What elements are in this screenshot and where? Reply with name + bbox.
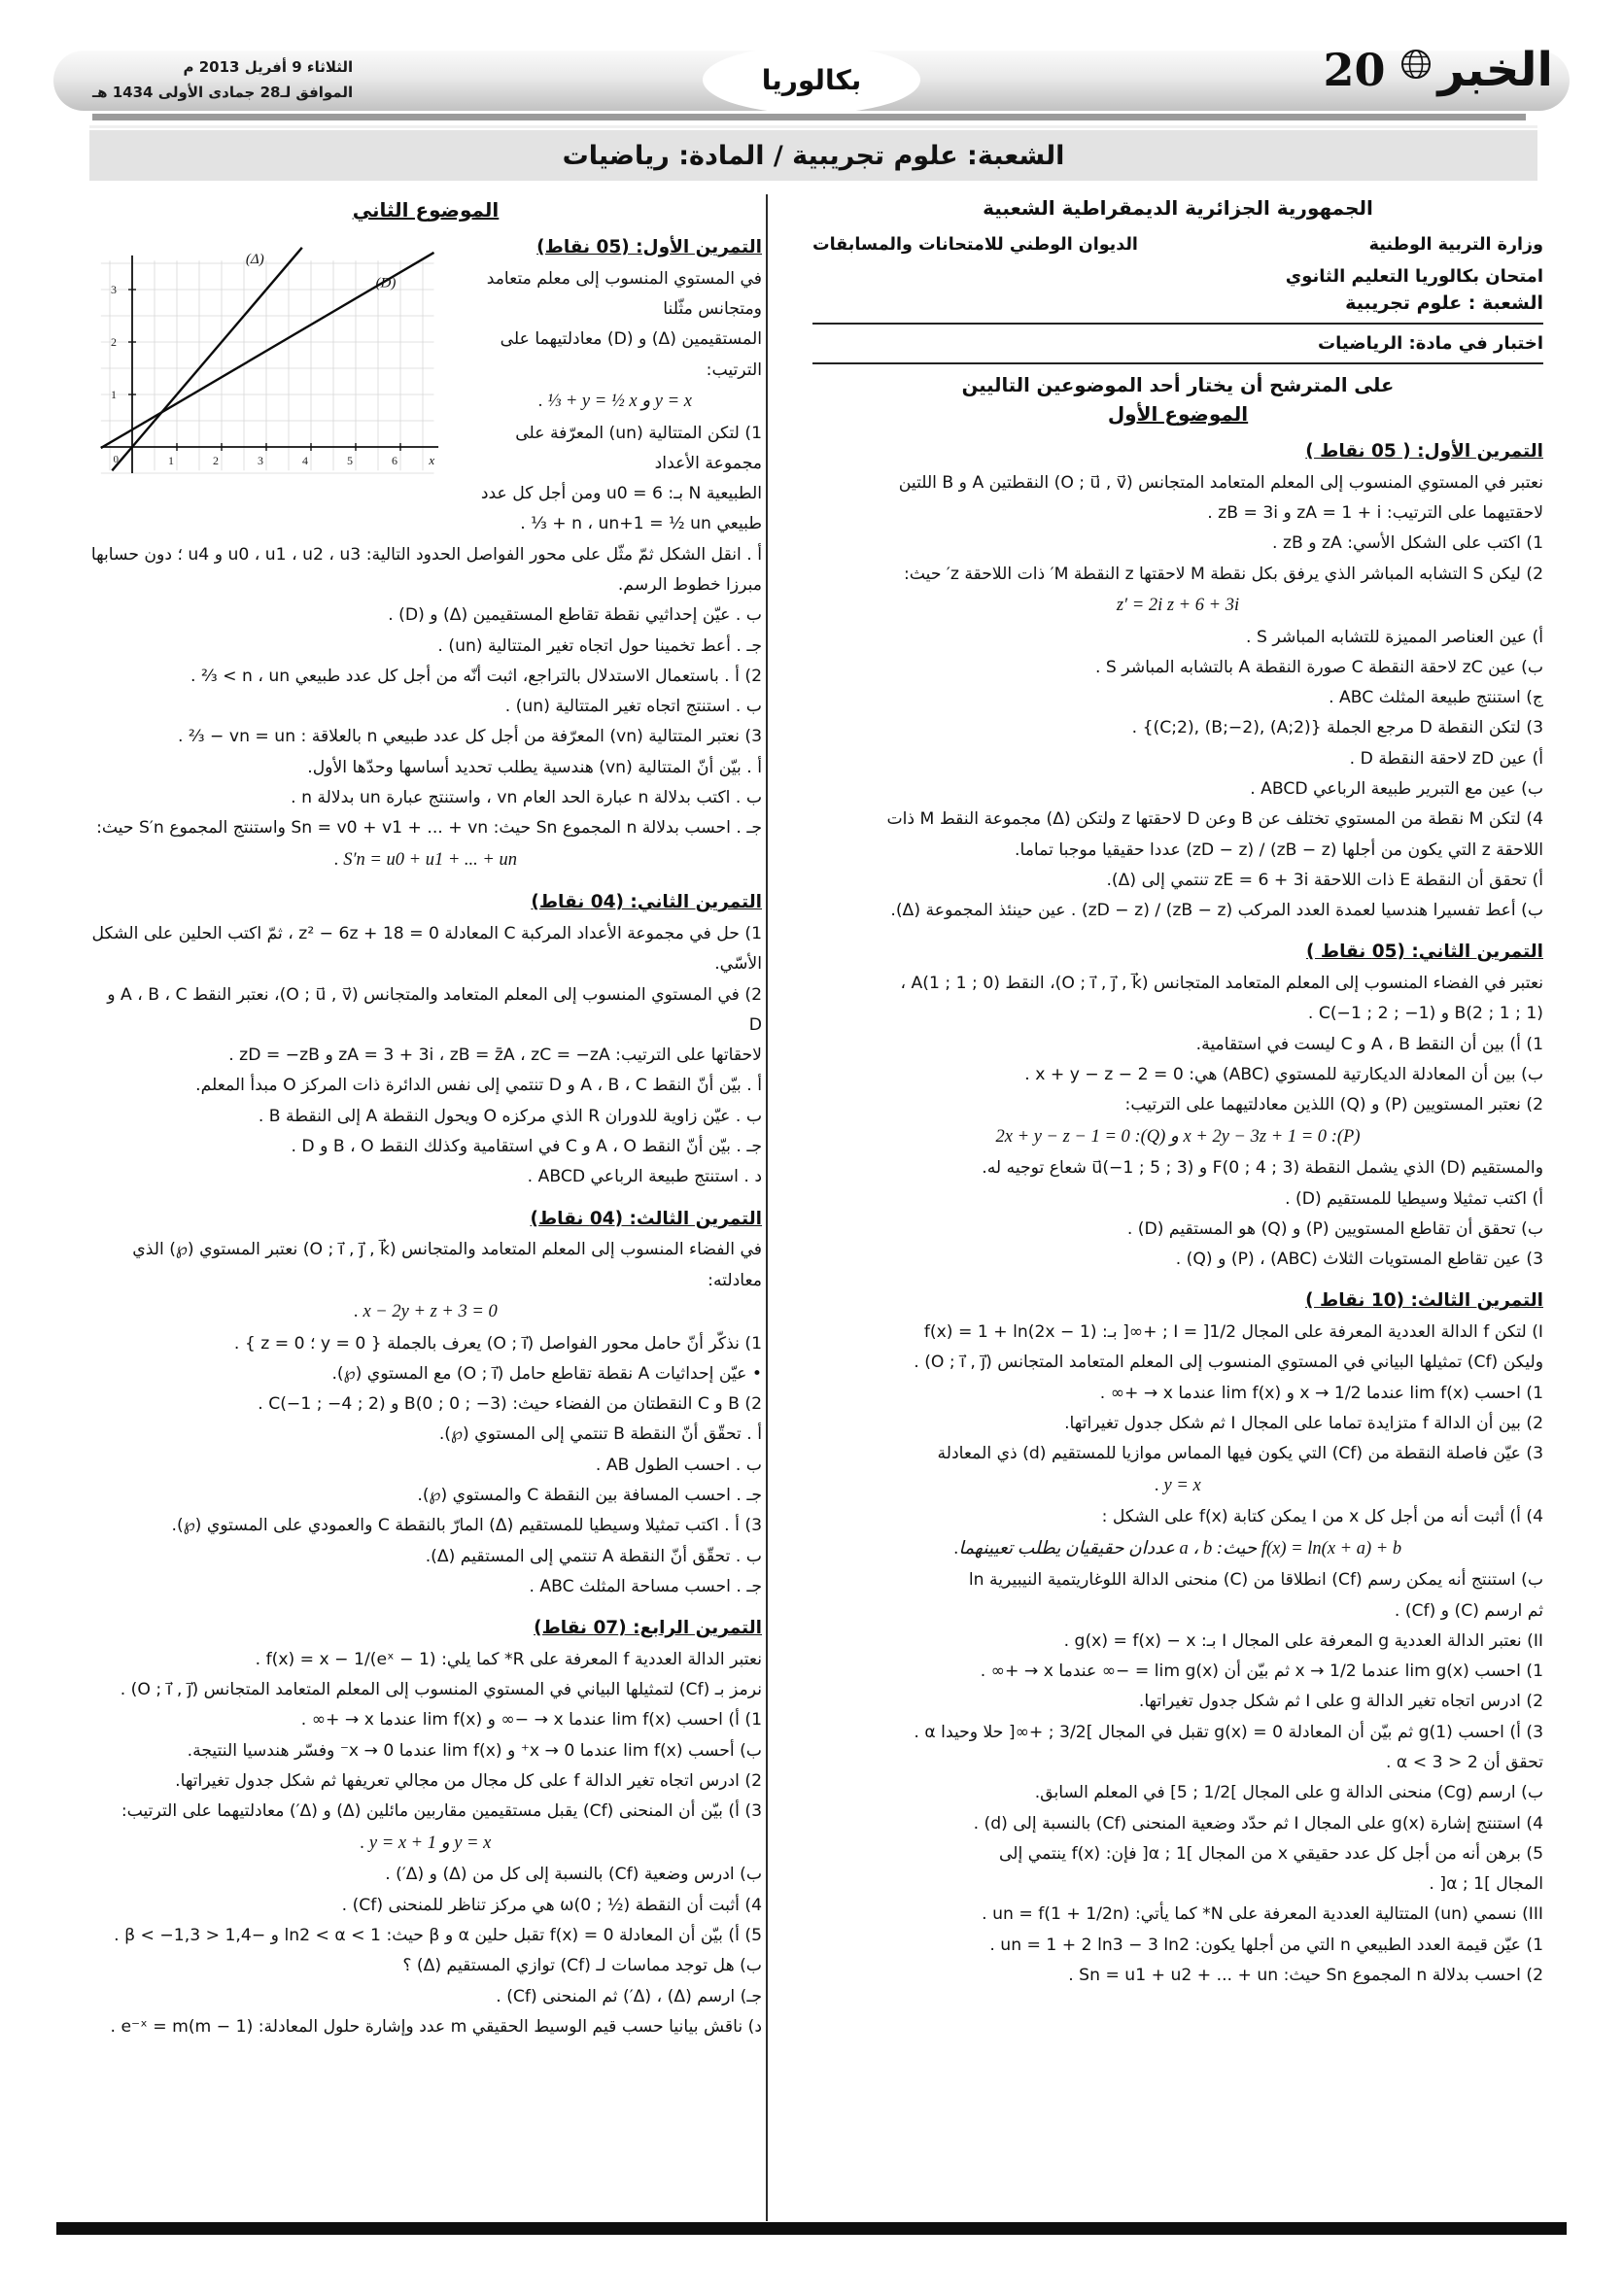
text-line: أ) عين العناصر المميزة للتشابه المباشر S . <box>1246 627 1543 647</box>
text-line: 3) أ . اكتب تمثيلا وسيطيا للمستقيم (Δ) المارّ بالنقطة C والعمودي على المستوي (℘). <box>171 1516 762 1536</box>
text-line: في الفضاء المنسوب إلى المعلم المتعامد والمتجانس (O ; i⃗ , j⃗ , k⃗) نعتبر المستوي (℘) الذي معادلته: <box>132 1240 762 1290</box>
text-line: 3) لتكن النقطة D مرجع الجملة {(A;2) ,(B;−2) ,(C;2)} . <box>1131 718 1543 738</box>
text-line: 2) ليكن S التشابه المباشر الذي يرفق بكل نقطة M لاحقتها z النقطة M′ ذات اللاحقة z′ حيث: <box>903 564 1543 584</box>
svg-text:3: 3 <box>111 283 117 296</box>
text-line: 1) أ) بين أن النقط A ، B و C ليست في استقامية. <box>1195 1034 1543 1054</box>
exercise-heading: التمرين الثالث: (04 نقاط) <box>530 1208 762 1229</box>
text-line: 4) لتكن M نقطة من المستوي تختلف عن B وعن D لاحقتها z ولتكن (Δ) مجموعة النقط M ذات <box>886 809 1543 830</box>
text-line: في المستوي المنسوب إلى معلم متعامد ومتجانس مثّلنا <box>486 268 762 319</box>
text-line: 4) استنتج إشارة g(x) على المجال I ثم حدّد وضعية المنحنى (Cf) بالنسبة إلى (d) . <box>973 1813 1543 1833</box>
sequence-graph-box <box>89 231 457 518</box>
header-strip <box>89 125 1537 128</box>
svg-text:1: 1 <box>168 454 174 467</box>
text-line: أ . بيّن أنّ المتتالية (vn) هندسية يطلب تحديد أساسها وحدّها الأول. <box>307 757 762 777</box>
text-line: ثم ارسم (C) و (Cf) . <box>1394 1600 1543 1621</box>
bottom-rule <box>56 2222 1567 2235</box>
text-line: أ) اكتب تمثيلا وسيطيا للمستقيم (D) . <box>1285 1188 1543 1209</box>
date-gregorian: الثلاثاء 9 أفريل 2013 م <box>183 58 354 76</box>
svg-text:1: 1 <box>111 388 117 401</box>
text-line: y = x . <box>1155 1475 1201 1495</box>
text-line: 2) احسب بدلالة n المجموع Sn حيث: Sn = u1 + u2 + ... + un . <box>1068 1966 1543 1986</box>
text-line: ب . اكتب بدلالة n عبارة الحد العام vn ، واستنتج عبارة un بدلالة n . <box>291 788 762 808</box>
text-line: جـ . احسب المسافة بين النقطة C والمستوي (℘). <box>417 1486 762 1506</box>
svg-text:5: 5 <box>347 454 353 467</box>
svg-text:(D): (D) <box>375 275 397 291</box>
text-line: أ . تحقّق أنّ النقطة B تنتمي إلى المستوي (℘). <box>438 1424 762 1445</box>
text-line: ب . استنتج اتجاه تغير المتتالية (un) . <box>504 697 762 717</box>
svg-text:x: x <box>429 453 435 467</box>
text-line: جـ) ارسم (Δ) ، (Δ′) ثم المنحنى (Cf) . <box>496 1986 762 2006</box>
stream-line: الشعبة : علوم تجريبية <box>1345 292 1543 314</box>
text-line: 1) احسب lim f(x) عندما x → 1/2 و lim f(x) عندما x → +∞ . <box>1099 1383 1543 1403</box>
text-line: 1) لتكن المتتالية (un) المعرّفة على مجموعة الأعداد <box>515 423 762 473</box>
text-line: والمستقيم (D) الذي يشمل النقطة F(0 ; 4 ; 3) و u⃗(−1 ; 5 ; 3) شعاع توجيه له. <box>982 1158 1543 1179</box>
horizontal-rule <box>812 323 1543 325</box>
exercise-heading: التمرين الثاني: (04 نقاط) <box>531 892 762 913</box>
globe-icon <box>1399 47 1433 82</box>
text-line: B(2 ; 1 ; 1) و C(−1 ; 2 ; −1) . <box>1307 1004 1543 1024</box>
text-line: تحقق أن 2 < α < 3 . <box>1385 1752 1543 1772</box>
text-line: 3) أ) احسب g(1) ثم بيّن أن المعادلة g(x) = 0 تقبل في المجال ]3/2 ; +∞[ حلا وحيدا α . <box>914 1722 1543 1742</box>
exercise-heading: التمرين الثاني: (05 نقاط ) <box>1305 942 1543 963</box>
text-line: الطبيعية N بـ: u0 = 6 ومن أجل كل عدد طبيعي n ، un+1 = ½ un + ⅓ . <box>480 484 762 534</box>
svg-text:0: 0 <box>113 454 119 465</box>
text-line: 2) نعتبر المستويين (P) و (Q) اللذين معادلتيهما على الترتيب: <box>1124 1095 1543 1115</box>
text-line: نرمز بـ (Cf) لتمثيلها البياني في المستوي المنسوب إلى المعلم المتعامد المتجانس (O ; i⃗ , j⃗) . <box>120 1680 762 1700</box>
column-subject-two <box>89 196 762 2042</box>
subject-one-body <box>812 435 1543 1991</box>
text-line: ب . احسب الطول AB . <box>595 1455 762 1475</box>
text-line: جـ . احسب بدلالة n المجموع Sn حيث: Sn = v0 + v1 + ... + vn واستنتج المجموع S′n حيث: <box>96 818 762 839</box>
newspaper-logo <box>1399 43 1553 97</box>
banner-label: بكالوريا <box>761 63 862 96</box>
svg-text:4: 4 <box>302 454 308 467</box>
text-line: 2) أ . باستعمال الاستدلال بالتراجع، اثبت أنّه من أجل كل عدد طبيعي n ، un > ⅔ . <box>190 666 762 686</box>
text-line: المجال ]1 ; α[ . <box>1429 1874 1543 1895</box>
column-divider <box>766 194 768 2221</box>
text-line: أ . انقل الشكل ثمّ مثّل على محور الفواصل الحدود التالية: u0 ، u1 ، u2 ، u3 و u4 ؛ دون حسابها <box>90 544 762 565</box>
text-line: جـ . بيّن أنّ النقط A ، O و C في استقامية وكذلك النقط B ، O و D . <box>291 1137 762 1157</box>
choice-instruction: على المترشح أن يختار أحد الموضوعين التاليين <box>961 374 1395 396</box>
text-line: 1) نذكّر أنّ حامل محور الفواصل (O ; i⃗) يعرف بالجملة { y = 0 ؛ z = 0 } . <box>233 1333 762 1354</box>
text-line: y = x و y = x + 1 . <box>360 1833 492 1853</box>
text-line: ب) ارسم (Cg) منحنى الدالة g على المجال ]1/2 ; 5] في المعلم السابق. <box>1034 1783 1543 1803</box>
text-line: • عيّن إحداثيات A نقطة تقاطع حامل (O ; i⃗) مع المستوي (℘). <box>331 1363 762 1384</box>
text-line: د) ناقش بيانيا حسب قيم الوسيط الحقيقي m عدد وإشارة حلول المعادلة: (m − 1)e⁻ˣ = m . <box>110 2016 762 2037</box>
text-line: ج) استنتج طبيعة المثلث ABC . <box>1329 688 1543 708</box>
ministry-row <box>812 235 1543 255</box>
text-line: ب . عيّن إحداثيي نقطة تقاطع المستقيمين (Δ) و (D) . <box>388 605 762 626</box>
exercise-heading: التمرين الرابع: (07 نقاط) <box>534 1618 762 1639</box>
subject-one-title: الموضوع الأول <box>1107 402 1249 426</box>
text-line: III) نسمي (un) المتتالية العددية المعرفة على N* كما يأتي: un = f(1 + 1/2n) . <box>982 1904 1543 1925</box>
page-number: 20 <box>1323 44 1386 96</box>
text-line: I) لتكن f الدالة العددية المعرفة على المجال I = ]1/2 ; +∞[ بـ: f(x) = 1 + ln(2x − 1) <box>923 1322 1543 1343</box>
text-line: نعتبر في الفضاء المنسوب إلى المعلم المتعامد المتجانس (O ; i⃗ , j⃗ , k⃗)، النقط A(1 ; 1 ; 0) ، <box>900 974 1543 994</box>
text-line: اللاحقة z التي يكون من أجلها (zB − z) / (zD − z) عددا حقيقيا موجبا تماما. <box>1015 840 1543 860</box>
text-line: 2) ادرس اتجاه تغير الدالة g على I ثم شكل جدول تغيراتها. <box>1138 1692 1543 1712</box>
horizontal-rule <box>812 362 1543 364</box>
text-line: 5) برهن أنه من أجل كل عدد حقيقي x من المجال ]1 ; α[ فإن: f(x) ينتمي إلى <box>998 1843 1543 1864</box>
office-label: الديوان الوطني للامتحانات والمسابقات <box>812 235 1138 255</box>
text-line: ب) بين أن المعادلة الديكارتية للمستوي (ABC) هي: x + y − z − 2 = 0 . <box>1024 1065 1543 1085</box>
text-line: أ . بيّن أنّ النقط A ، B ، C و D تنتمي إلى نفس الدائرة ذات المركز O مبدأ المعلم. <box>195 1076 762 1096</box>
text-line: ب . تحقّق أنّ النقطة A تنتمي إلى المستقيم (Δ). <box>425 1546 762 1566</box>
masthead-shadow <box>92 114 1526 120</box>
text-line: ب) عين مع التبرير طبيعة الرباعي ABCD . <box>1250 778 1543 799</box>
text-line: y = x و y = ½ x + ⅓ . <box>538 391 692 411</box>
text-line: 2) في المستوي المنسوب إلى المعلم المتعامد والمتجانس (O ; u⃗ , v⃗)، نعتبر النقط A ، B ، C و D <box>107 984 762 1035</box>
text-line: د . استنتج طبيعة الرباعي ABCD . <box>527 1167 762 1187</box>
text-line: 4) أثبت أن النقطة ω(0 ; ½) هي مركز تناظر للمنحنى (Cf) . <box>341 1895 762 1915</box>
text-line: ب . عيّن زاوية للدوران R الذي مركزه O ويحول النقطة A إلى النقطة B . <box>258 1106 762 1126</box>
newspaper-name: الخبر <box>1437 43 1553 97</box>
text-line: z′ = 2i z + 6 + 3i <box>1116 595 1240 615</box>
exercise-heading: التمرين الأول: ( 05 نقاط ) <box>1305 441 1543 462</box>
text-line: ب) عين zC لاحقة النقطة C صورة النقطة A بالتشابه المباشر S . <box>1094 657 1543 677</box>
text-line: وليكن (Cf) تمثيلها البياني في المستوي المنسوب إلى المعلم المتعامد المتجانس (O ; i⃗ , j⃗) . <box>914 1353 1543 1373</box>
stream-subject-label: الشعبة: علوم تجريبية / المادة: رياضيات <box>562 140 1065 171</box>
text-line: 3) عيّن فاصلة النقطة من (Cf) التي يكون فيها المماس موازيا للمستقيم (d) ذي المعادلة <box>937 1444 1543 1464</box>
text-line: ب) تحقق أن تقاطع المستويين (P) و (Q) هو المستقيم (D) . <box>1126 1218 1543 1239</box>
exercise-heading: التمرين الأول: (05 نقاط) <box>536 237 762 257</box>
lines-graph <box>89 231 457 513</box>
text-line: جـ . احسب مساحة المثلث ABC . <box>529 1576 762 1596</box>
text-line: لاحقاتها على الترتيب: zA = 3 + 3i ، zB = z̄A ، zC = −zA و zD = −zB . <box>228 1045 762 1066</box>
text-line: أ) تحقق أن النقطة E ذات اللاحقة zE = 6 + 3i تنتمي إلى (Δ). <box>1106 870 1543 890</box>
text-line: 4) أ) أثبت أنه من أجل كل x من I يمكن كتابة f(x) على الشكل : <box>1101 1507 1543 1527</box>
ministry-label: وزارة التربية الوطنية <box>1368 235 1543 255</box>
text-line: 3) أ) بيّن أن المنحنى (Cf) يقبل مستقيمين مقاربين مائلين (Δ) و (Δ′) معادلتيهما على الترتيب: <box>121 1801 762 1822</box>
text-line: 1) حل في مجموعة الأعداد المركبة C المعادلة z² − 6z + 18 = 0 ، ثمّ اكتب الحلين على الشكل الأسّي. <box>91 923 762 975</box>
text-line: 1) عيّن قيمة العدد الطبيعي n التي من أجلها يكون: un = 1 + 2 ln3 − 3 ln2 . <box>989 1935 1543 1955</box>
svg-text:(Δ): (Δ) <box>245 252 264 267</box>
svg-text:3: 3 <box>258 454 263 467</box>
text-line: ب) أعط تفسيرا هندسيا لعمدة العدد المركب (zB − z) / (zD − z) . عين حينئذ المجموعة (Δ). <box>890 901 1543 921</box>
text-line: 2) بين أن الدالة f متزايدة تماما على المجال I ثم شكل جدول تغيراتها. <box>1064 1414 1543 1433</box>
text-line: ب) هل توجد مماسات لـ (Cf) توازي المستقيم (Δ) ؟ <box>402 1956 762 1976</box>
section-banner <box>703 46 920 114</box>
text-line: 5) أ) بيّن أن المعادلة f(x) = 0 تقبل حلين α و β حيث: ln2 < α < 1 و −1,4 < β < −1,3 . <box>114 1925 762 1945</box>
text-line: ب) ادرس وضعية (Cf) بالنسبة إلى كل من (Δ) و (Δ′) . <box>385 1865 762 1885</box>
text-line: ب) أحسب lim f(x) عندما x → 0⁺ و lim f(x) عندما x → 0⁻ وفسّر هندسيا النتيجة. <box>187 1740 762 1761</box>
text-line: S′n = u0 + u1 + ... + un . <box>333 849 518 870</box>
text-line: ب) استنتج أنه يمكن رسم (Cf) انطلاقا من (C) منحنى الدالة اللوغاريتمية النيبيرية ln <box>968 1570 1543 1591</box>
date-hijri: الموافق لـ28 جمادى الأولى 1434 هـ <box>92 84 354 102</box>
text-line: نعتبر في المستوي المنسوب إلى المعلم المتعامد المتجانس (O ; u⃗ , v⃗) النقطتين A و B اللتين <box>898 472 1543 493</box>
text-line: 2) ادرس اتجاه تغير الدالة f على كل مجال من مجالي تعريفها ثم شكل جدول تغيراتها. <box>175 1771 762 1792</box>
republic-line: الجمهورية الجزائرية الديمقراطية الشعبية <box>983 196 1373 220</box>
text-line: 1) احسب lim g(x) عندما x → 1/2 ثم بيّن أن lim g(x) = −∞ عندما x → +∞ . <box>980 1662 1543 1682</box>
text-line: II) نعتبر الدالة العددية g المعرفة على المجال I بـ: g(x) = f(x) − x . <box>1063 1630 1543 1651</box>
svg-text:2: 2 <box>111 335 117 349</box>
subject-line: اختبار في مادة: الرياضيات <box>1318 333 1543 354</box>
column-subject-one <box>812 196 1543 1991</box>
stream-subject-band <box>89 130 1537 181</box>
text-line: نعتبر الدالة العددية f المعرفة على R* كما يلي: f(x) = x − 1/(eˣ − 1) . <box>255 1649 762 1669</box>
text-line: f(x) = ln(x + a) + b حيث: a ، b عددان حقيقيان يطلب تعيينهما. <box>953 1538 1402 1559</box>
exam-line: امتحان بكالوريا التعليم الثانوي <box>1285 266 1543 287</box>
text-line: 3) نعتبر المتتالية (vn) المعرّفة من أجل كل عدد طبيعي n بالعلاقة : vn = un − ⅔ . <box>177 727 762 747</box>
exercise-heading: التمرين الثالث: (10 نقاط ) <box>1305 1290 1543 1312</box>
text-line: (P): x + 2y − 3z + 1 = 0 و (Q): 2x + y − z − 1 = 0 <box>995 1126 1361 1147</box>
text-line: لاحقتيهما على الترتيب: zA = 1 + i و zB = 3i . <box>1207 502 1543 523</box>
svg-text:6: 6 <box>392 454 397 467</box>
text-line: 2) B و C النقطتان من الفضاء حيث: B(0 ; 0 ; −3) و C(−1 ; −4 ; 2) . <box>258 1394 762 1415</box>
text-line: 1) اكتب على الشكل الأسي: zA و zB . <box>1272 533 1543 554</box>
text-line: 3) عين تقاطع المستويات الثلاث (ABC) ، (P) و (Q) . <box>1175 1250 1543 1270</box>
text-line: 1) أ) احسب lim f(x) عندما x → −∞ و lim f(x) عندما x → +∞ . <box>300 1710 762 1731</box>
svg-text:2: 2 <box>213 454 219 467</box>
text-line: x − 2y + z + 3 = 0 . <box>354 1301 498 1321</box>
text-line: أ) عين zD لاحقة النقطة D . <box>1349 748 1543 769</box>
text-line: المستقيمين (Δ) و (D) معادلتيهما على الترتيب: <box>500 329 762 380</box>
newspaper-logo-block <box>1323 43 1553 97</box>
text-line: مبرزا خطوط الرسم. <box>617 574 762 595</box>
issue-dates <box>92 54 353 106</box>
text-line: جـ . أعط تخمينا حول اتجاه تغير المتتالية (un) . <box>437 635 762 656</box>
subject-two-title: الموضوع الثاني <box>352 198 500 222</box>
